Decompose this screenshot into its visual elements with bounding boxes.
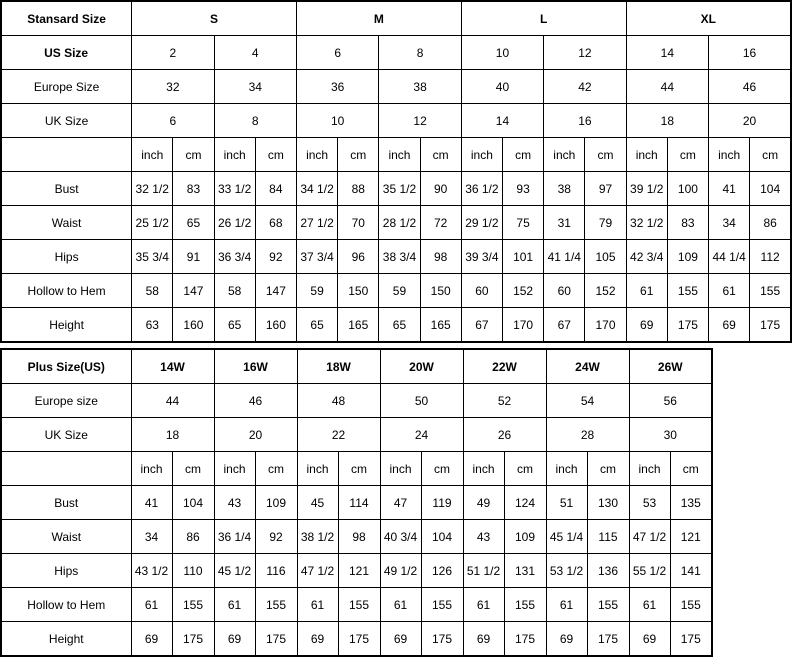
- standard-corner-label: Stansard Size: [1, 1, 132, 36]
- table-row-plus-europe-size: [1, 384, 712, 418]
- table-row-europe-size: [1, 70, 791, 104]
- plus-waist-cell-7: 104: [421, 520, 463, 554]
- hollow-cell-5: 150: [338, 274, 379, 308]
- plus-row-label-hips: Hips: [1, 554, 131, 588]
- plus-size-26w: 26W: [629, 349, 712, 384]
- plus-hollow-cell-7: 155: [421, 588, 463, 622]
- height-cell-0: 63: [132, 308, 173, 343]
- height-cell-7: 165: [420, 308, 461, 343]
- unit-cell-3: cm: [255, 138, 296, 172]
- plus-hollow-cell-9: 155: [504, 588, 546, 622]
- plus-hips-cell-7: 126: [421, 554, 463, 588]
- us-size-16: 16: [709, 36, 791, 70]
- plus-bust-cell-3: 109: [255, 486, 297, 520]
- plus-hips-cell-10: 53 1/2: [546, 554, 587, 588]
- uk-size-6: 6: [132, 104, 214, 138]
- plus-europe-52: 52: [463, 384, 546, 418]
- height-cell-8: 67: [461, 308, 502, 343]
- hips-cell-12: 42 3/4: [626, 240, 667, 274]
- group-header-l: L: [461, 1, 626, 36]
- plus-europe-46: 46: [214, 384, 297, 418]
- bust-cell-14: 41: [709, 172, 750, 206]
- table-row-plus-hollow-to-hem: [1, 588, 712, 622]
- plus-height-cell-13: 175: [670, 622, 712, 657]
- plus-bust-cell-13: 135: [670, 486, 712, 520]
- unit-cell-15: cm: [750, 138, 791, 172]
- hollow-cell-2: 58: [214, 274, 255, 308]
- row-label-uk-size: UK Size: [1, 104, 132, 138]
- plus-waist-cell-6: 40 3/4: [380, 520, 421, 554]
- plus-uk-26: 26: [463, 418, 546, 452]
- table-row-plus-bust: [1, 486, 712, 520]
- height-cell-3: 160: [255, 308, 296, 343]
- table-row-hollow-to-hem: [1, 274, 791, 308]
- plus-uk-24: 24: [380, 418, 463, 452]
- us-size-8: 8: [379, 36, 461, 70]
- europe-size-34: 34: [214, 70, 296, 104]
- plus-europe-48: 48: [297, 384, 380, 418]
- plus-unit-cell-4: inch: [297, 452, 338, 486]
- plus-hips-cell-12: 55 1/2: [629, 554, 670, 588]
- hollow-cell-14: 61: [709, 274, 750, 308]
- uk-size-12: 12: [379, 104, 461, 138]
- bust-cell-2: 33 1/2: [214, 172, 255, 206]
- plus-unit-row-blank-label: [1, 452, 131, 486]
- height-cell-13: 175: [667, 308, 708, 343]
- plus-bust-cell-2: 43: [214, 486, 255, 520]
- table-row-plus-header: [1, 349, 712, 384]
- plus-hollow-cell-8: 61: [463, 588, 504, 622]
- hollow-cell-3: 147: [255, 274, 296, 308]
- plus-waist-cell-5: 98: [338, 520, 380, 554]
- waist-cell-5: 70: [338, 206, 379, 240]
- unit-cell-7: cm: [420, 138, 461, 172]
- plus-row-label-bust: Bust: [1, 486, 131, 520]
- plus-corner-label: Plus Size(US): [1, 349, 131, 384]
- plus-bust-cell-1: 104: [172, 486, 214, 520]
- europe-size-42: 42: [544, 70, 626, 104]
- hips-cell-2: 36 3/4: [214, 240, 255, 274]
- plus-hollow-cell-10: 61: [546, 588, 587, 622]
- hollow-cell-12: 61: [626, 274, 667, 308]
- hips-cell-13: 109: [667, 240, 708, 274]
- table-row-plus-hips: [1, 554, 712, 588]
- table-row-hips: [1, 240, 791, 274]
- unit-cell-10: inch: [544, 138, 585, 172]
- plus-size-24w: 24W: [546, 349, 629, 384]
- uk-size-20: 20: [709, 104, 791, 138]
- europe-size-32: 32: [132, 70, 214, 104]
- plus-hips-cell-2: 45 1/2: [214, 554, 255, 588]
- plus-bust-cell-11: 130: [587, 486, 629, 520]
- height-cell-11: 170: [585, 308, 626, 343]
- table-row-plus-units: [1, 452, 712, 486]
- waist-cell-9: 75: [502, 206, 543, 240]
- height-cell-6: 65: [379, 308, 420, 343]
- hollow-cell-7: 150: [420, 274, 461, 308]
- row-label-hollow-to-hem: Hollow to Hem: [1, 274, 132, 308]
- bust-cell-1: 83: [173, 172, 214, 206]
- hips-cell-8: 39 3/4: [461, 240, 502, 274]
- height-cell-9: 170: [502, 308, 543, 343]
- plus-bust-cell-8: 49: [463, 486, 504, 520]
- unit-cell-2: inch: [214, 138, 255, 172]
- plus-height-cell-1: 175: [172, 622, 214, 657]
- plus-uk-28: 28: [546, 418, 629, 452]
- uk-size-14: 14: [461, 104, 543, 138]
- plus-unit-cell-3: cm: [255, 452, 297, 486]
- plus-waist-cell-0: 34: [131, 520, 172, 554]
- europe-size-40: 40: [461, 70, 543, 104]
- us-size-14: 14: [626, 36, 708, 70]
- plus-row-label-hollow-to-hem: Hollow to Hem: [1, 588, 131, 622]
- plus-unit-cell-9: cm: [504, 452, 546, 486]
- plus-bust-cell-7: 119: [421, 486, 463, 520]
- bust-cell-3: 84: [255, 172, 296, 206]
- row-label-height: Height: [1, 308, 132, 343]
- europe-size-38: 38: [379, 70, 461, 104]
- hips-cell-7: 98: [420, 240, 461, 274]
- row-label-europe-size: Europe Size: [1, 70, 132, 104]
- plus-unit-cell-7: cm: [421, 452, 463, 486]
- hips-cell-5: 96: [338, 240, 379, 274]
- plus-height-cell-5: 175: [338, 622, 380, 657]
- plus-waist-cell-10: 45 1/4: [546, 520, 587, 554]
- plus-uk-18: 18: [131, 418, 214, 452]
- plus-bust-cell-10: 51: [546, 486, 587, 520]
- plus-size-22w: 22W: [463, 349, 546, 384]
- height-cell-2: 65: [214, 308, 255, 343]
- unit-cell-8: inch: [461, 138, 502, 172]
- plus-height-cell-10: 69: [546, 622, 587, 657]
- hollow-cell-0: 58: [132, 274, 173, 308]
- plus-hips-cell-8: 51 1/2: [463, 554, 504, 588]
- uk-size-8: 8: [214, 104, 296, 138]
- us-size-12: 12: [544, 36, 626, 70]
- height-cell-5: 165: [338, 308, 379, 343]
- plus-hips-cell-6: 49 1/2: [380, 554, 421, 588]
- bust-cell-11: 97: [585, 172, 626, 206]
- plus-hips-cell-13: 141: [670, 554, 712, 588]
- plus-row-label-uk-size: UK Size: [1, 418, 131, 452]
- plus-unit-cell-5: cm: [338, 452, 380, 486]
- plus-height-cell-11: 175: [587, 622, 629, 657]
- plus-bust-cell-5: 114: [338, 486, 380, 520]
- plus-height-cell-2: 69: [214, 622, 255, 657]
- table-row-uk-size: [1, 104, 791, 138]
- plus-bust-cell-6: 47: [380, 486, 421, 520]
- plus-waist-cell-3: 92: [255, 520, 297, 554]
- table-row-group-header: [1, 1, 791, 36]
- plus-europe-44: 44: [131, 384, 214, 418]
- plus-bust-cell-4: 45: [297, 486, 338, 520]
- hips-cell-15: 112: [750, 240, 791, 274]
- table-row-us-size: [1, 36, 791, 70]
- plus-waist-cell-1: 86: [172, 520, 214, 554]
- plus-uk-22: 22: [297, 418, 380, 452]
- plus-hips-cell-9: 131: [504, 554, 546, 588]
- row-label-waist: Waist: [1, 206, 132, 240]
- plus-bust-cell-9: 124: [504, 486, 546, 520]
- plus-bust-cell-0: 41: [131, 486, 172, 520]
- unit-cell-9: cm: [502, 138, 543, 172]
- plus-size-table-wrapper: [0, 348, 710, 657]
- waist-cell-11: 79: [585, 206, 626, 240]
- plus-unit-cell-12: inch: [629, 452, 670, 486]
- waist-cell-6: 28 1/2: [379, 206, 420, 240]
- plus-size-20w: 20W: [380, 349, 463, 384]
- bust-cell-6: 35 1/2: [379, 172, 420, 206]
- hips-cell-4: 37 3/4: [296, 240, 337, 274]
- height-cell-15: 175: [750, 308, 791, 343]
- plus-hips-cell-5: 121: [338, 554, 380, 588]
- waist-cell-12: 32 1/2: [626, 206, 667, 240]
- plus-waist-cell-8: 43: [463, 520, 504, 554]
- height-cell-1: 160: [173, 308, 214, 343]
- table-row-height: [1, 308, 791, 343]
- bust-cell-0: 32 1/2: [132, 172, 173, 206]
- bust-cell-10: 38: [544, 172, 585, 206]
- hollow-cell-11: 152: [585, 274, 626, 308]
- waist-cell-15: 86: [750, 206, 791, 240]
- europe-size-46: 46: [709, 70, 791, 104]
- table-row-waist: [1, 206, 791, 240]
- hollow-cell-6: 59: [379, 274, 420, 308]
- waist-cell-10: 31: [544, 206, 585, 240]
- plus-uk-20: 20: [214, 418, 297, 452]
- plus-row-label-waist: Waist: [1, 520, 131, 554]
- waist-cell-3: 68: [255, 206, 296, 240]
- table-row-bust: [1, 172, 791, 206]
- row-label-hips: Hips: [1, 240, 132, 274]
- plus-waist-cell-12: 47 1/2: [629, 520, 670, 554]
- us-size-2: 2: [132, 36, 214, 70]
- plus-height-cell-9: 175: [504, 622, 546, 657]
- plus-waist-cell-9: 109: [504, 520, 546, 554]
- unit-cell-11: cm: [585, 138, 626, 172]
- uk-size-16: 16: [544, 104, 626, 138]
- uk-size-10: 10: [296, 104, 378, 138]
- hips-cell-11: 105: [585, 240, 626, 274]
- height-cell-12: 69: [626, 308, 667, 343]
- plus-unit-cell-2: inch: [214, 452, 255, 486]
- plus-hollow-cell-11: 155: [587, 588, 629, 622]
- plus-row-label-europe-size: Europe size: [1, 384, 131, 418]
- unit-cell-5: cm: [338, 138, 379, 172]
- unit-cell-1: cm: [173, 138, 214, 172]
- us-size-6: 6: [296, 36, 378, 70]
- table-row-plus-height: [1, 622, 712, 657]
- row-label-bust: Bust: [1, 172, 132, 206]
- plus-unit-cell-0: inch: [131, 452, 172, 486]
- plus-hips-cell-4: 47 1/2: [297, 554, 338, 588]
- unit-cell-13: cm: [667, 138, 708, 172]
- plus-hollow-cell-1: 155: [172, 588, 214, 622]
- bust-cell-8: 36 1/2: [461, 172, 502, 206]
- height-cell-4: 65: [296, 308, 337, 343]
- waist-cell-2: 26 1/2: [214, 206, 255, 240]
- hollow-cell-13: 155: [667, 274, 708, 308]
- plus-hollow-cell-12: 61: [629, 588, 670, 622]
- hips-cell-14: 44 1/4: [709, 240, 750, 274]
- plus-height-cell-7: 175: [421, 622, 463, 657]
- plus-hollow-cell-0: 61: [131, 588, 172, 622]
- europe-size-44: 44: [626, 70, 708, 104]
- hips-cell-6: 38 3/4: [379, 240, 420, 274]
- bust-cell-5: 88: [338, 172, 379, 206]
- plus-hollow-cell-5: 155: [338, 588, 380, 622]
- plus-bust-cell-12: 53: [629, 486, 670, 520]
- plus-europe-50: 50: [380, 384, 463, 418]
- unit-cell-6: inch: [379, 138, 420, 172]
- plus-height-cell-4: 69: [297, 622, 338, 657]
- europe-size-36: 36: [296, 70, 378, 104]
- hips-cell-10: 41 1/4: [544, 240, 585, 274]
- hollow-cell-1: 147: [173, 274, 214, 308]
- uk-size-18: 18: [626, 104, 708, 138]
- plus-hips-cell-1: 110: [172, 554, 214, 588]
- group-header-m: M: [296, 1, 461, 36]
- unit-row-blank-label: [1, 138, 132, 172]
- waist-cell-0: 25 1/2: [132, 206, 173, 240]
- bust-cell-9: 93: [502, 172, 543, 206]
- hips-cell-9: 101: [502, 240, 543, 274]
- waist-cell-1: 65: [173, 206, 214, 240]
- unit-cell-4: inch: [296, 138, 337, 172]
- bust-cell-15: 104: [750, 172, 791, 206]
- height-cell-14: 69: [709, 308, 750, 343]
- plus-unit-cell-8: inch: [463, 452, 504, 486]
- bust-cell-12: 39 1/2: [626, 172, 667, 206]
- plus-unit-cell-1: cm: [172, 452, 214, 486]
- plus-unit-cell-6: inch: [380, 452, 421, 486]
- waist-cell-13: 83: [667, 206, 708, 240]
- unit-cell-12: inch: [626, 138, 667, 172]
- height-cell-10: 67: [544, 308, 585, 343]
- bust-cell-13: 100: [667, 172, 708, 206]
- group-header-xl: XL: [626, 1, 791, 36]
- unit-cell-0: inch: [132, 138, 173, 172]
- plus-row-label-height: Height: [1, 622, 131, 657]
- hollow-cell-8: 60: [461, 274, 502, 308]
- plus-hollow-cell-13: 155: [670, 588, 712, 622]
- plus-height-cell-12: 69: [629, 622, 670, 657]
- hollow-cell-9: 152: [502, 274, 543, 308]
- hips-cell-1: 91: [173, 240, 214, 274]
- plus-hollow-cell-3: 155: [255, 588, 297, 622]
- plus-europe-54: 54: [546, 384, 629, 418]
- plus-unit-cell-13: cm: [670, 452, 712, 486]
- plus-size-table: [0, 348, 713, 657]
- plus-hollow-cell-2: 61: [214, 588, 255, 622]
- plus-height-cell-6: 69: [380, 622, 421, 657]
- plus-hips-cell-11: 136: [587, 554, 629, 588]
- plus-hollow-cell-6: 61: [380, 588, 421, 622]
- plus-europe-56: 56: [629, 384, 712, 418]
- plus-hollow-cell-4: 61: [297, 588, 338, 622]
- hips-cell-0: 35 3/4: [132, 240, 173, 274]
- plus-size-16w: 16W: [214, 349, 297, 384]
- plus-unit-cell-11: cm: [587, 452, 629, 486]
- plus-waist-cell-11: 115: [587, 520, 629, 554]
- unit-cell-14: inch: [709, 138, 750, 172]
- hollow-cell-4: 59: [296, 274, 337, 308]
- hollow-cell-15: 155: [750, 274, 791, 308]
- plus-height-cell-0: 69: [131, 622, 172, 657]
- table-row-plus-uk-size: [1, 418, 712, 452]
- plus-height-cell-3: 175: [255, 622, 297, 657]
- group-header-s: S: [132, 1, 297, 36]
- waist-cell-14: 34: [709, 206, 750, 240]
- bust-cell-7: 90: [420, 172, 461, 206]
- plus-hips-cell-0: 43 1/2: [131, 554, 172, 588]
- hips-cell-3: 92: [255, 240, 296, 274]
- table-row-units: [1, 138, 791, 172]
- row-label-us-size: US Size: [1, 36, 132, 70]
- plus-hips-cell-3: 116: [255, 554, 297, 588]
- waist-cell-4: 27 1/2: [296, 206, 337, 240]
- plus-waist-cell-4: 38 1/2: [297, 520, 338, 554]
- plus-size-18w: 18W: [297, 349, 380, 384]
- waist-cell-7: 72: [420, 206, 461, 240]
- hollow-cell-10: 60: [544, 274, 585, 308]
- bust-cell-4: 34 1/2: [296, 172, 337, 206]
- waist-cell-8: 29 1/2: [461, 206, 502, 240]
- plus-waist-cell-2: 36 1/4: [214, 520, 255, 554]
- plus-height-cell-8: 69: [463, 622, 504, 657]
- plus-size-14w: 14W: [131, 349, 214, 384]
- plus-uk-30: 30: [629, 418, 712, 452]
- us-size-10: 10: [461, 36, 543, 70]
- plus-unit-cell-10: inch: [546, 452, 587, 486]
- us-size-4: 4: [214, 36, 296, 70]
- plus-waist-cell-13: 121: [670, 520, 712, 554]
- table-row-plus-waist: [1, 520, 712, 554]
